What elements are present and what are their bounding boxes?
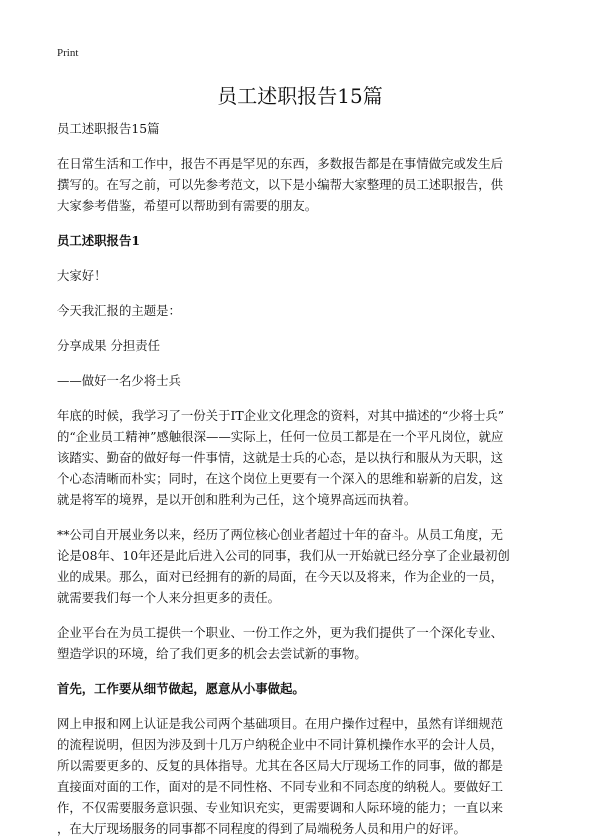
- paragraph-gap: [57, 356, 549, 370]
- paragraph-line: 在日常生活和工作中，报告不再是罕见的东西，多数报告都是在事情做完或发生后: [57, 156, 504, 171]
- document-subtitle: 员工述职报告15篇: [57, 121, 160, 136]
- paragraph-gap: [57, 286, 549, 300]
- paragraph-line: 就需要我们每一个人来分担更多的责任。: [57, 590, 281, 605]
- paragraph-line: 直接面对面的工作，面对的是不同性格、不同专业和不同态度的纳税人。要做好工: [57, 779, 504, 794]
- document-body: [57, 118, 549, 839]
- paragraph-line: 个心态清晰而朴实；同时，在这个岗位上更要有一个深入的思维和崭新的启发，这: [57, 471, 504, 486]
- paragraph-line: ，在大厅现场服务的同事都不同程度的得到了局端税务人员和用户的好评。: [57, 821, 466, 836]
- paragraph-line: 大家参考借鉴，希望可以帮助到有需要的朋友。: [57, 198, 318, 213]
- document-title: 员工述职报告15篇: [217, 84, 383, 108]
- paragraph-line: 的“企业员工精神”感触很深——实际上，任何一位员工都是在一个平凡岗位，就应: [57, 429, 504, 444]
- paragraph-line: 所以需要更多的、反复的具体指导。尤其在各区局大厅现场工作的同事，做的都是: [57, 758, 504, 773]
- paragraph-gap: [57, 510, 549, 524]
- paragraph-gap: [57, 321, 549, 335]
- paragraph-line: **公司自开展业务以来，经历了两位核心创业者超过十年的奋斗。从员工角度，无: [57, 527, 504, 542]
- paragraph-line: 撰写的。在写之前，可以先参考范文，以下是小编帮大家整理的员工述职报告，供: [57, 177, 504, 192]
- paragraph-line: ——做好一名少将士兵: [57, 373, 181, 388]
- paragraph-line: 论是08年、10年还是此后进入公司的同事，我们从一开始就已经分享了企业最初创: [57, 548, 510, 563]
- paragraph-gap: [57, 391, 549, 405]
- paragraph-gap: [57, 216, 549, 230]
- print-link[interactable]: Print: [57, 47, 79, 59]
- paragraph-list: [57, 153, 549, 839]
- paragraph-line: 网上申报和网上认证是我公司两个基础项目。在用户操作过程中，虽然有详细规范: [57, 716, 504, 731]
- section-heading: 员工述职报告1: [57, 233, 140, 248]
- paragraph-line: 大家好！: [57, 268, 107, 283]
- paragraph-line: 该踏实、勤奋的做好每一件事情，这就是士兵的心态，是以执行和服从为天职，这: [57, 450, 504, 465]
- paragraph-line: 作，不仅需要服务意识强、专业知识充实，更需要调和人际环境的能力；一直以来: [57, 800, 504, 815]
- paragraph-line: 企业平台在为员工提供一个职业、一份工作之外，更为我们提供了一个深化专业、: [57, 625, 504, 640]
- paragraph-line: 年底的时候，我学习了一份关于IT企业文化理念的资料，对其中描述的“少将士兵”: [57, 408, 505, 423]
- paragraph-line: 今天我汇报的主题是：: [57, 303, 181, 318]
- paragraph-line: 分享成果 分担责任: [57, 338, 161, 353]
- paragraph-gap: [57, 699, 549, 713]
- paragraph-line: 塑造学识的环境，给了我们更多的机会去尝试新的事物。: [57, 646, 367, 661]
- section-heading: 首先，工作要从细节做起，愿意从小事做起。: [57, 681, 305, 696]
- paragraph-gap: [57, 251, 549, 265]
- paragraph-line: 业的成果。那么，面对已经拥有的新的局面，在今天以及将来，作为企业的一员，: [57, 569, 504, 584]
- paragraph-line: 就是将军的境界，是以开创和胜利为己任，这个境界高远而执着。: [57, 492, 417, 507]
- paragraph-line: 的流程说明，但因为涉及到十几万户纳税企业中不同计算机操作水平的会计人员，: [57, 737, 504, 752]
- paragraph-gap: [57, 608, 549, 622]
- paragraph-gap: [57, 664, 549, 678]
